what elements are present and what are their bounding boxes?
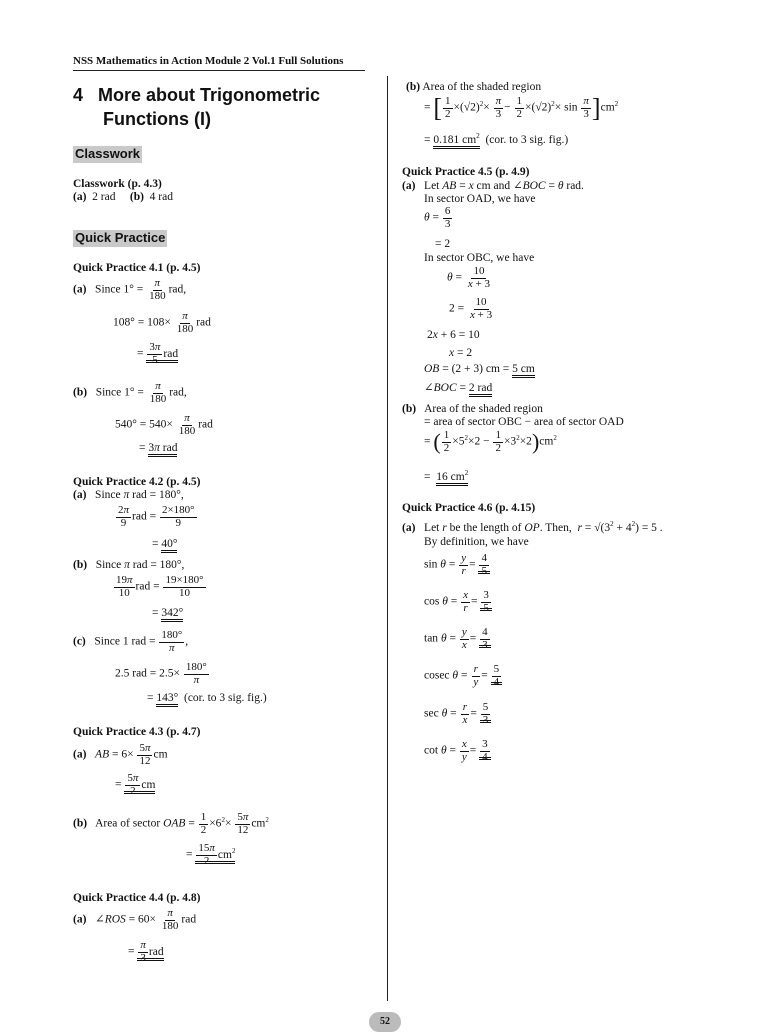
classwork-heading: Classwork (p. 4.3)	[73, 178, 162, 190]
column-divider	[387, 76, 388, 1001]
qp45-a-eq3: 2x + 6 = 10	[427, 329, 480, 341]
qp45-a-obc: In sector OBC, we have	[424, 252, 535, 264]
qp44-b-line2: = [ $\frac{1}{2}$ $\times(√2)^2\times$ $\frac{\pi}{3}$ − $\frac{1}{2}$ $\times(√2)^2\times \sin$ $\frac{\pi}{3}$ ]$cm^2$	[424, 93, 619, 123]
qp41-b-line2: 540° = 540× $\frac{\pi}{180}$ rad	[115, 412, 213, 437]
qp41-b-result: = 3π rad	[139, 442, 177, 455]
qp45-b-line3: = ( $\frac{1}{2}$ $\times 5^2\times 2$ − $\frac{1}{2}$ $\times 3^2\times 2)cm^2$	[424, 429, 557, 455]
qp41-a-result: = $\frac{3\pi}{5}$ rad	[137, 341, 179, 366]
qp42-b-line1: (b) Since π rad = 180°,	[73, 559, 185, 571]
qp45-a-eq4: x = 2	[449, 347, 473, 359]
qp45-a-line1: (a) Let AB = x cm and ∠BOC = θ rad.	[402, 180, 584, 192]
qp43-b-result: = $\frac{15\pi}{2}$ $cm^2$	[186, 842, 236, 867]
section-classwork: Classwork	[75, 146, 141, 161]
qp45-a-theta2: = 2	[435, 238, 451, 250]
qp46-tan: tan θ = $\frac{y}{x}$ = $\frac{4}{3}$	[424, 627, 491, 651]
qp42-c-line1: (c) Since 1 rad = $\frac{180^\circ}{\pi}$ ,	[73, 629, 189, 654]
qp46-heading: Quick Practice 4.6 (p. 4.15)	[402, 502, 536, 514]
qp41-heading: Quick Practice 4.1 (p. 4.5)	[73, 262, 201, 274]
chapter-title	[73, 83, 320, 132]
qp46-bydef: By definition, we have	[424, 536, 529, 548]
qp44-b-result: = 0.181 $cm^2$ (cor. to 3 sig. fig.)	[424, 132, 568, 147]
qp43-a-line1: (a) AB = 6× $\frac{5\pi}{12}$ cm	[73, 742, 168, 767]
qp41-a-line1: (a) Since 1° = $\frac{\pi}{180}$ rad,	[73, 277, 187, 302]
qp42-a-line2: $\frac{2\pi}{9}$ rad = $\frac{2\times 180^\circ}{9}$	[118, 504, 195, 529]
qp45-a-ob: OB = (2 + 3) cm = 5 cm	[424, 363, 535, 376]
chapter-title-line2: Functions (I)	[103, 109, 211, 130]
qp44-a-result: = $\frac{\pi}{3}$ rad	[128, 939, 164, 964]
qp43-a-result: = $\frac{5\pi}{2}$ cm	[115, 772, 156, 797]
qp45-heading: Quick Practice 4.5 (p. 4.9)	[402, 166, 530, 178]
page-number: 52	[369, 1012, 401, 1032]
qp43-heading: Quick Practice 4.3 (p. 4.7)	[73, 726, 201, 738]
qp45-b-result: = 16 $cm^2$	[424, 469, 468, 484]
header-rule	[73, 70, 365, 71]
qp46-a-line1: (a) Let r be the length of OP. Then, $r = √(3^2 + 4^2) = 5$ .	[402, 520, 663, 534]
qp43-b-line1: (b) Area of sector OAB = $\frac{1}{2}$ $\times 6^2\times$ $\frac{5\pi}{12}$ $cm^2$	[73, 811, 269, 836]
qp45-a-eq2: 2 = $\frac{10}{x + 3}$	[449, 296, 493, 321]
qp42-c-result: = 143° (cor. to 3 sig. fig.)	[147, 692, 267, 705]
qp42-a-result: = 40°	[152, 538, 177, 551]
qp42-a-line1: (a) Since π rad = 180°,	[73, 489, 184, 501]
qp45-b-line2: = area of sector OBC − area of sector OAD	[424, 416, 624, 428]
classwork-answers: (a) 2 rad (b) 4 rad	[73, 191, 173, 203]
chapter-number: 4	[73, 85, 84, 105]
qp42-c-line2: 2.5 rad = 2.5× $\frac{180^\circ}{\pi}$	[115, 661, 207, 686]
qp41-a-line2: 108° = 108× $\frac{\pi}{180}$ rad	[113, 310, 211, 335]
qp46-cos: cos θ = $\frac{x}{r}$ = $\frac{3}{5}$	[424, 590, 492, 614]
qp45-a-eq1: θ = $\frac{10}{x + 3}$	[447, 265, 491, 290]
qp42-b-result: = 342°	[152, 607, 183, 620]
qp42-b-line2: $\frac{19\pi}{10}$ rad = $\frac{19\times 180^\circ}{10}$	[116, 574, 204, 599]
qp45-a-boc: ∠BOC = 2 rad	[424, 382, 492, 395]
qp45-a-theta1: θ = $\frac{6}{3}$	[424, 205, 451, 230]
qp44-heading: Quick Practice 4.4 (p. 4.8)	[73, 892, 201, 904]
qp44-b-line1: (b) Area of the shaded region	[406, 81, 542, 93]
chapter-title-line1: More about Trigonometric	[98, 85, 321, 105]
qp46-cosec: cosec θ = $\frac{r}{y}$ = $\frac{5}{4}$	[424, 664, 502, 688]
qp45-a-oad: In sector OAD, we have	[424, 193, 536, 205]
qp44-a-line1: (a) ∠ROS = 60× $\frac{\pi}{180}$ rad	[73, 907, 197, 932]
qp41-b-line1: (b) Since 1° = $\frac{\pi}{180}$ rad,	[73, 380, 187, 405]
qp45-b-line1: (b) Area of the shaded region	[402, 403, 543, 415]
qp46-sin: sin θ = $\frac{y}{r}$ = $\frac{4}{5}$	[424, 553, 490, 577]
running-header: NSS Mathematics in Action Module 2 Vol.1 Full Solutions	[73, 55, 344, 67]
qp42-heading: Quick Practice 4.2 (p. 4.5)	[73, 476, 201, 488]
qp46-cot: cot θ = $\frac{x}{y}$ = $\frac{3}{4}$	[424, 739, 491, 763]
section-quick-practice: Quick Practice	[75, 230, 166, 245]
qp46-sec: sec θ = $\frac{r}{x}$ = $\frac{5}{3}$	[424, 702, 491, 726]
